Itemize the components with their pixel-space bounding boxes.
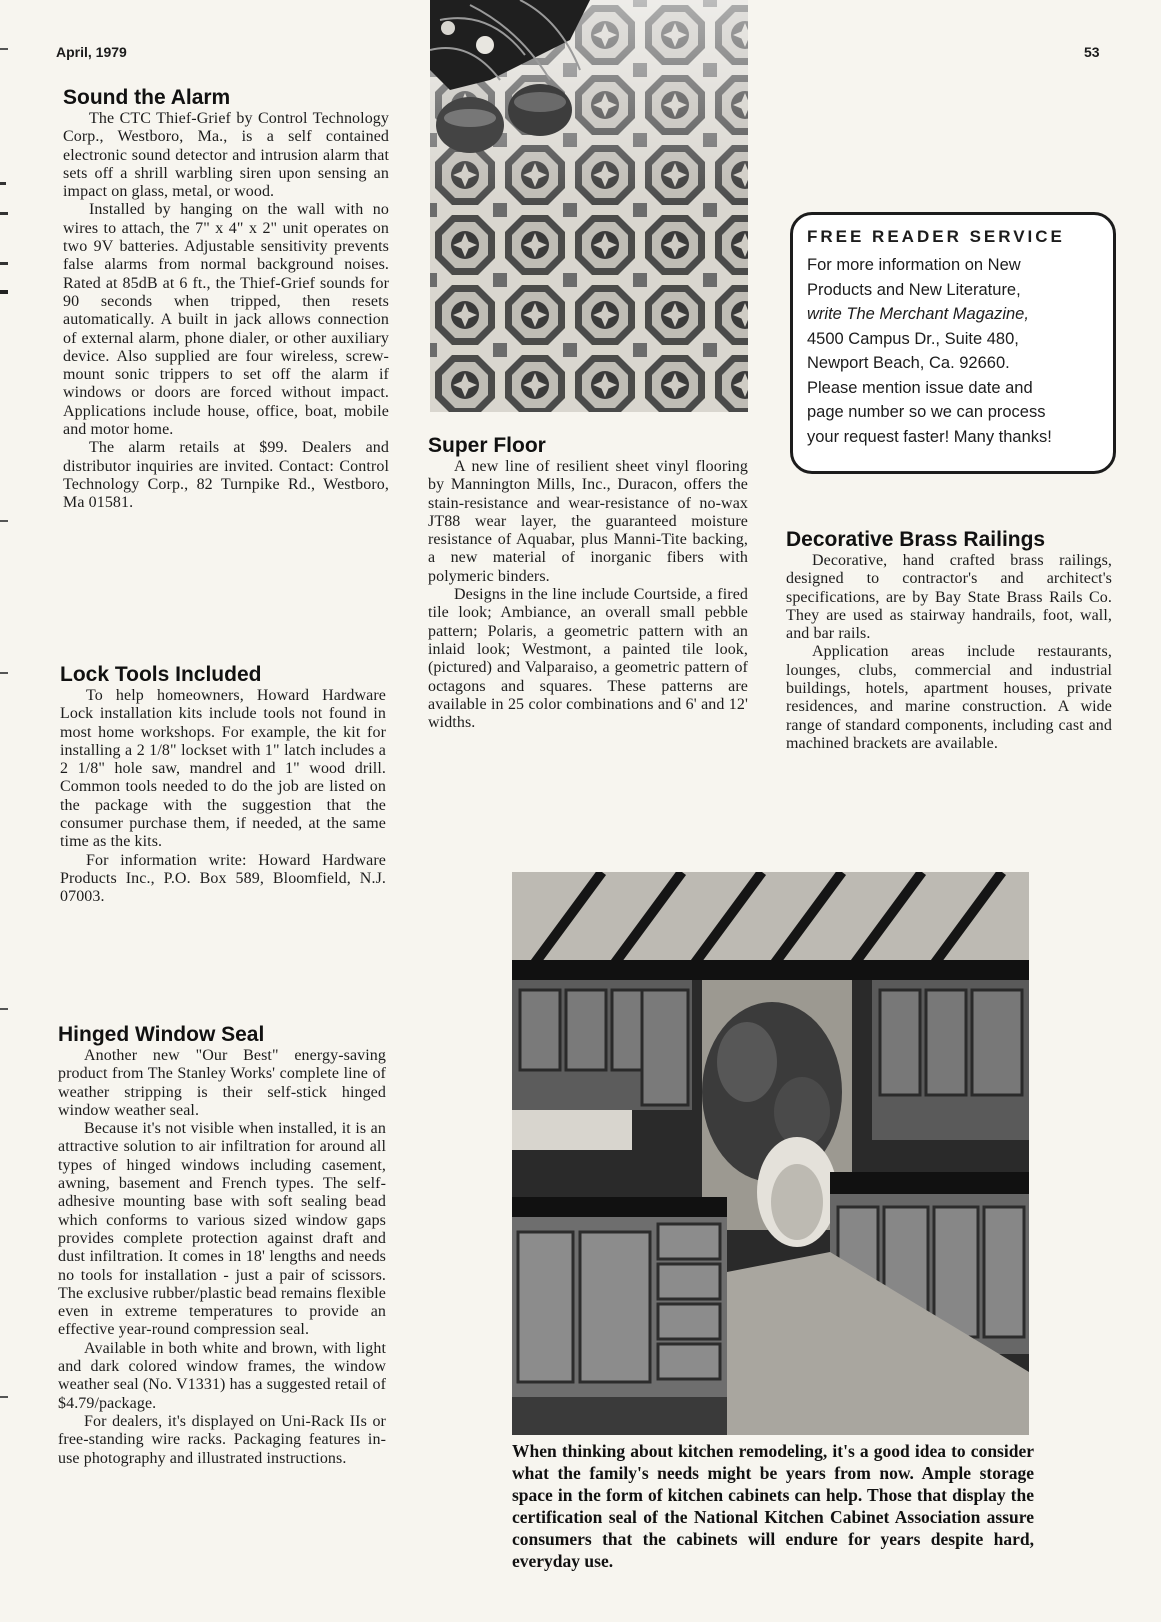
reader-service-line: For more information on New [807, 256, 1021, 274]
margin-mark [0, 1396, 8, 1398]
article-title: Super Floor [428, 434, 546, 457]
margin-mark [0, 520, 8, 522]
page-number: 53 [1084, 44, 1100, 60]
reader-service-line: Products and New Literature, [807, 280, 1021, 299]
article-paragraph: For information write: Howard Hardware Products Inc., P.O. Box 589, Bloomfield, N.J. 07003. [60, 851, 386, 906]
margin-mark [0, 212, 8, 215]
article-title: Decorative Brass Railings [786, 528, 1046, 551]
article-paragraph: A new line of resilient sheet vinyl flooring by Mannington Mills, Inc., Duracon, offers the stain-resistance and wear-resistance of no-wax JT88 wear layer, the guaranteed moisture resistance of Aquabar, plus Manni-Tite backing, a new material of inorganic fibers with polymeric binders. [428, 458, 748, 585]
article-hinged-window-seal [58, 1023, 386, 1468]
article-paragraph: Another new "Our Best" energy-saving product from The Stanley Works' complete line of weather stripping is their self-stick hinged window weather seal. [58, 1047, 386, 1119]
article-paragraph: Available in both white and brown, with light and dark colored window frames, the window weather seal (No. V1331) has a suggested retail of $4.79/package. [58, 1339, 386, 1412]
article-paragraph: Installed by hanging on the wall with no wires to attach, the 7" x 4" x 2" unit operates on two 9V batteries. Adjustable sensitivity prevents false alarms from normal background noises. Rated at 85dB at 6 ft., the Thief-Grief sounds for 90 seconds when tripped, then resets automatically. A built in jack allows connection of external alarm, phone dialer, or other auxiliary device. Also supplied are four wireless, screw-mount sonic trippers to set off the alarm if windows or doors are forced without impact. Applications include house, office, boat, mobile and motor home. [63, 201, 389, 439]
kitchen-image [512, 872, 1029, 1435]
reader-service-box [790, 212, 1116, 474]
floor-pattern-image [430, 0, 748, 412]
reader-service-line: Please mention issue date and [807, 378, 1033, 397]
article-paragraph: For dealers, it's displayed on Uni-Rack IIs or free-standing wire racks. Packaging features in-use photography and illustrated instructions. [58, 1412, 386, 1467]
margin-mark [0, 262, 8, 265]
article-sound-the-alarm [63, 86, 389, 513]
reader-service-title: FREE READER SERVICE [807, 227, 1065, 246]
reader-service-line: your request faster! Many thanks! [807, 427, 1052, 446]
margin-mark [0, 48, 8, 50]
reader-service-line: Newport Beach, Ca. 92660. [807, 354, 1010, 372]
reader-service-line: page number so we can process [807, 403, 1046, 421]
vinyl-floor-photo [430, 0, 748, 412]
article-super-floor [428, 434, 748, 732]
article-lock-tools [60, 663, 386, 907]
article-paragraph: Application areas include restaurants, lounges, clubs, commercial and industrial buildings, hotels, apartment houses, private residences, and marine construction. A wide range of standard components, including cast and machined brackets are available. [786, 643, 1112, 752]
margin-mark [0, 1008, 8, 1010]
article-title: Hinged Window Seal [58, 1023, 265, 1046]
reader-service-line: 4500 Campus Dr., Suite 480, [807, 329, 1019, 348]
margin-mark [0, 672, 8, 674]
article-paragraph: Decorative, hand crafted brass railings, designed to contractor's and architect's specifications, are by Bay State Brass Rails Co. They are used as stairway handrails, foot, wall, and bar rails. [786, 552, 1112, 643]
margin-mark [0, 290, 8, 294]
article-paragraph: Designs in the line include Courtside, a fired tile look; Ambiance, an overall small pebble pattern; Polaris, a geometric pattern with an inlaid look; Westmont, a painted tile look, (pictured) and Valparaiso, a geometric pattern of octagons and squares. These patterns are available in 25 color combinations and 6' and 12' widths. [428, 586, 748, 732]
article-paragraph: The CTC Thief-Grief by Control Technology Corp., Westboro, Ma., is a self contained electronic sound detector and intrusion alarm that sets off a shrill warbling siren upon sensing an impact on glass, metal, or wood. [63, 110, 389, 201]
article-brass-railings [786, 528, 1112, 753]
article-paragraph: The alarm retails at $99. Dealers and distributor inquiries are invited. Contact: Control Technology Corp., 82 Turnpike Rd., Westboro, Ma 01581. [63, 439, 389, 512]
article-paragraph: Because it's not visible when installed, it is an attractive solution to air infiltration for around all types of hinged windows including casement, awning, basement and French types. The self-adhesive mounting base with soft sealing bead which conforms to various sized window gaps provides complete protection against draft and dust infiltration. It comes in 18' lengths and needs no tools for installation - just a pair of scissors. The exclusive rubber/plastic bead remains flexible even in extreme temperatures to provide an effective year-round compression seal. [58, 1120, 386, 1339]
issue-date: April, 1979 [56, 44, 127, 60]
article-title: Sound the Alarm [63, 86, 231, 109]
article-title: Lock Tools Included [60, 663, 262, 686]
kitchen-photo [512, 872, 1029, 1435]
margin-mark [0, 182, 6, 185]
article-paragraph: To help homeowners, Howard Hardware Lock installation kits include tools not found in most home workshops. For example, the kit for installing a 2 1/8" lockset with 1" latch includes a 2 1/8" hole saw, mandrel and 1" wood drill. Common tools needed to do the job are listed on the package with the suggestion that the consumer purchase them, if needed, at the same time as the kits. [60, 687, 386, 851]
kitchen-photo-caption: When thinking about kitchen remodeling, it's a good idea to consider what the family's needs might be years from now. Ample storage space in the form of kitchen cabinets can help. Those that display the certification seal of the National Kitchen Cabinet Association assure consumers that the cabinets will endure for years despite hard, everyday use. [512, 1441, 1034, 1571]
reader-service-line: write The Merchant Magazine, [807, 305, 1029, 323]
